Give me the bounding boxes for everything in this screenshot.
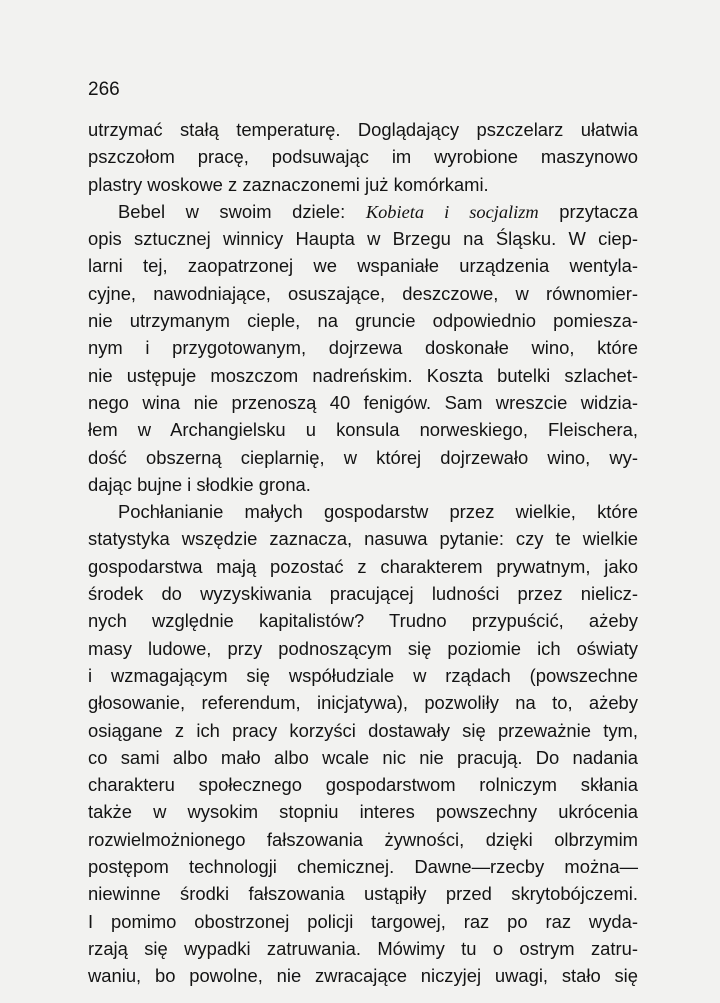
text-segment: Bebel w swoim dziele: <box>118 200 346 222</box>
text-line: cyjne, nawodniające, osuszające, deszczowe, w równomier- <box>88 282 638 304</box>
text-line: gospodarstwa mają pozostać z charakterem prywatnym, jako <box>88 555 638 577</box>
text-line: głosowanie, referendum, inicjatywa), pozwoliły na to, ażeby <box>88 692 638 714</box>
text-line: I pomimo obostrzonej policji targowej, raz po raz wyda- <box>88 910 638 932</box>
text-line: utrzymać stałą temperaturę. Doglądający pszczelarz ułatwia <box>88 119 638 140</box>
book-title: Kobieta i socjalizm <box>365 201 539 222</box>
text-line: środek do wyzyskiwania pracującej ludności przez nielicz- <box>88 583 638 605</box>
text-line: nym i przygotowanym, dojrzewa doskonałe wino, które <box>88 337 638 359</box>
text-segment: przytacza <box>559 200 638 222</box>
text-line: charakteru społecznego gospodarstwom rolniczym skłania <box>88 774 638 796</box>
text-line: statystyka wszędzie zaznacza, nasuwa pytanie: czy te wielkie <box>88 528 638 550</box>
text-line: pszczołom pracę, podsuwając im wyrobione maszynowo <box>88 146 638 168</box>
text-line: opis sztucznej winnicy Haupta w Brzegu na Śląsku. W ciep- <box>88 228 638 250</box>
text-line: larni tej, zaopatrzonej we wspaniałe urządzenia wentyla- <box>88 255 638 277</box>
text-line: plastry woskowe z zaznaczonemi już komórkami. <box>88 173 489 195</box>
text-line: postępom technologji chemicznej. Dawne—rzecby można— <box>88 856 638 878</box>
text-line: nie ustępuje moszczom nadreńskim. Koszta butelki szlachet- <box>88 364 638 386</box>
text-line: Pochłanianie małych gospodarstw przez wielkie, które <box>118 501 638 523</box>
text-line: i wzmagającym się współudziale w rządach (powszechne <box>88 664 638 686</box>
text-line: rzają się wypadki zatruwania. Mówimy tu o ostrym zatru- <box>88 937 638 959</box>
text-line-with-title <box>88 198 638 225</box>
page-number: 266 <box>88 79 120 100</box>
text-line: dość obszerną cieplarnię, w której dojrzewało wino, wy- <box>88 446 638 468</box>
text-line: nego wina nie przenoszą 40 fenigów. Sam wreszcie widzia- <box>88 391 638 413</box>
text-line: waniu, bo powolne, nie zwracające niczyjej uwagi, stało się <box>88 965 638 987</box>
body-text <box>88 116 638 990</box>
text-line: łem w Archangielsku u konsula norweskiego, Fleischera, <box>88 419 638 441</box>
text-line: niewinne środki fałszowania ustąpiły przed skrytobójczemi. <box>88 883 638 905</box>
text-line: co sami albo mało albo wcale nic nie pracują. Do nadania <box>88 746 638 768</box>
text-line: osiągane z ich pracy korzyści dostawały się przeważnie tym, <box>88 719 638 741</box>
text-line: dając bujne i słodkie grona. <box>88 473 311 495</box>
text-line: masy ludowe, przy podnoszącym się poziomie ich oświaty <box>88 637 638 659</box>
text-line: rozwielmożnionego fałszowania żywności, dzięki olbrzymim <box>88 828 638 850</box>
text-line: także w wysokim stopniu interes powszechny ukrócenia <box>88 801 638 823</box>
text-line: nie utrzymanym cieple, na gruncie odpowiednio pomiesza- <box>88 310 638 332</box>
text-line: nych względnie kapitalistów? Trudno przypuścić, ażeby <box>88 610 638 632</box>
